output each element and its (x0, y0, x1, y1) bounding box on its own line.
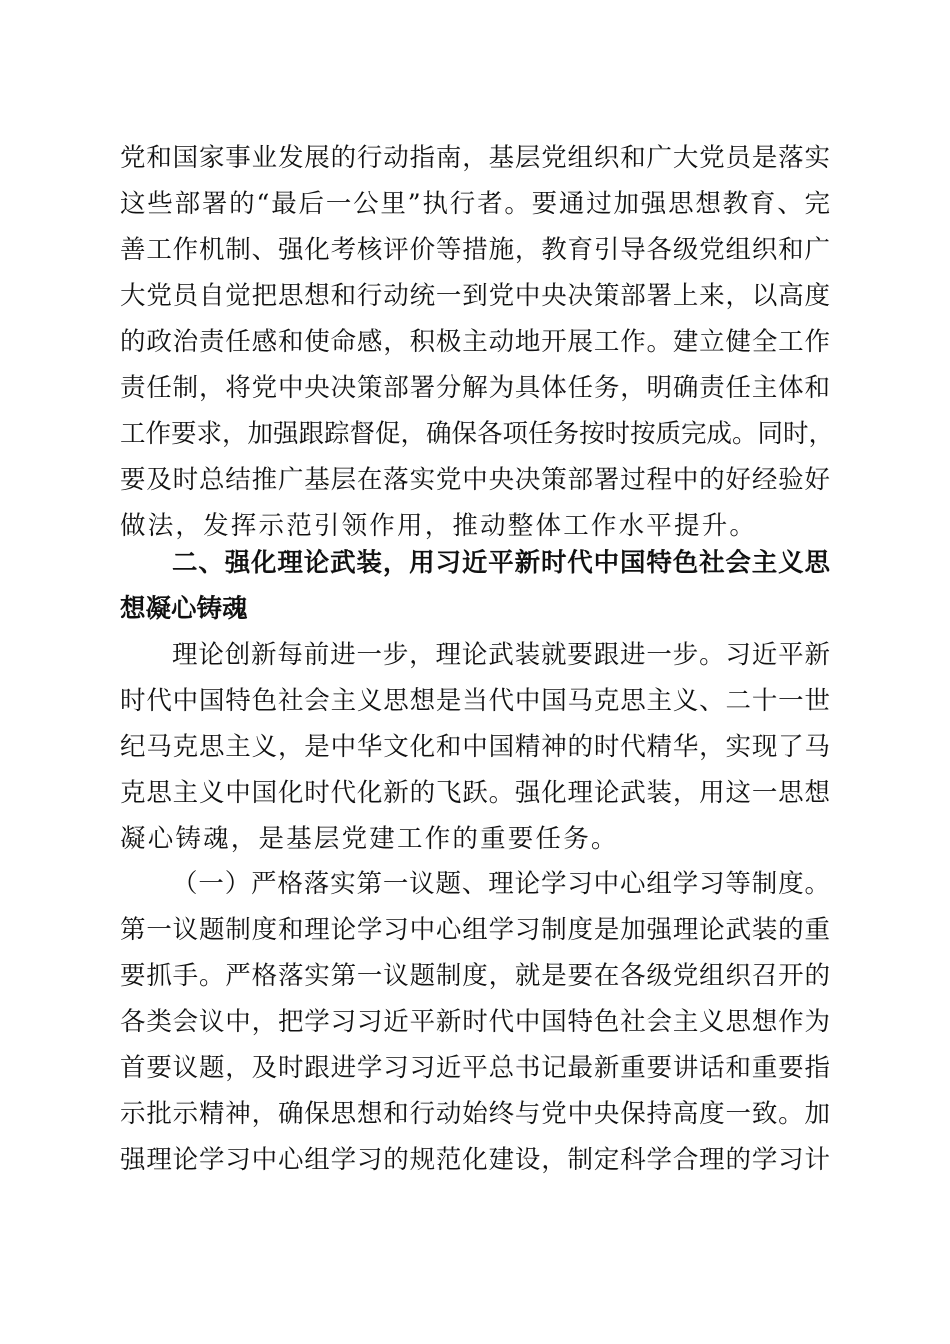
paragraph-line: 时代中国特色社会主义思想是当代中国马克思主义、二十一世 (120, 686, 830, 716)
paragraph-line: 责任制，将党中央决策部署分解为具体任务，明确责任主体和 (120, 373, 830, 403)
paragraph-line: 强理论学习中心组学习的规范化建设，制定科学合理的学习计 (120, 1145, 830, 1175)
paragraph-line: 做法，发挥示范引领作用，推动整体工作水平提升。 (120, 511, 758, 541)
paragraph-line: 党和国家事业发展的行动指南，基层党组织和广大党员是落实 (120, 143, 830, 173)
paragraph-line: 克思主义中国化时代化新的飞跃。强化理论武装，用这一思想 (120, 778, 830, 808)
paragraph-line: 各类会议中，把学习习近平新时代中国特色社会主义思想作为 (120, 1007, 830, 1037)
paragraph-line: 第一议题制度和理论学习中心组学习制度是加强理论武装的重 (120, 915, 830, 945)
paragraph-line: 凝心铸魂，是基层党建工作的重要任务。 (120, 824, 619, 854)
paragraph-line: 善工作机制、强化考核评价等措施，教育引导各级党组织和广 (120, 235, 830, 265)
paragraph-line: 理论创新每前进一步，理论武装就要跟进一步。习近平新 (172, 640, 830, 670)
paragraph-line: 大党员自觉把思想和行动统一到党中央决策部署上来，以高度 (120, 281, 830, 311)
paragraph-line: 示批示精神，确保思想和行动始终与党中央保持高度一致。加 (120, 1099, 830, 1129)
section-heading: 二、强化理论武装，用习近平新时代中国特色社会主义思 (172, 548, 830, 578)
paragraph-line: 要抓手。严格落实第一议题制度，就是要在各级党组织召开的 (120, 961, 830, 991)
paragraph-line: 这些部署的“最后一公里”执行者。要通过加强思想教育、完 (120, 189, 830, 219)
paragraph-line: 的政治责任感和使命感，积极主动地开展工作。建立健全工作 (120, 327, 830, 357)
paragraph-line: 首要议题，及时跟进学习习近平总书记最新重要讲话和重要指 (120, 1053, 830, 1083)
paragraph-line: 工作要求，加强跟踪督促，确保各项任务按时按质完成。同时， (120, 419, 835, 449)
subheading-line: （一）严格落实第一议题、理论学习中心组学习等制度。 (172, 869, 830, 899)
paragraph-line: 纪马克思主义，是中华文化和中国精神的时代精华，实现了马 (120, 732, 830, 762)
paragraph-line: 要及时总结推广基层在落实党中央决策部署过程中的好经验好 (120, 465, 830, 495)
section-heading: 想凝心铸魂 (120, 594, 248, 624)
